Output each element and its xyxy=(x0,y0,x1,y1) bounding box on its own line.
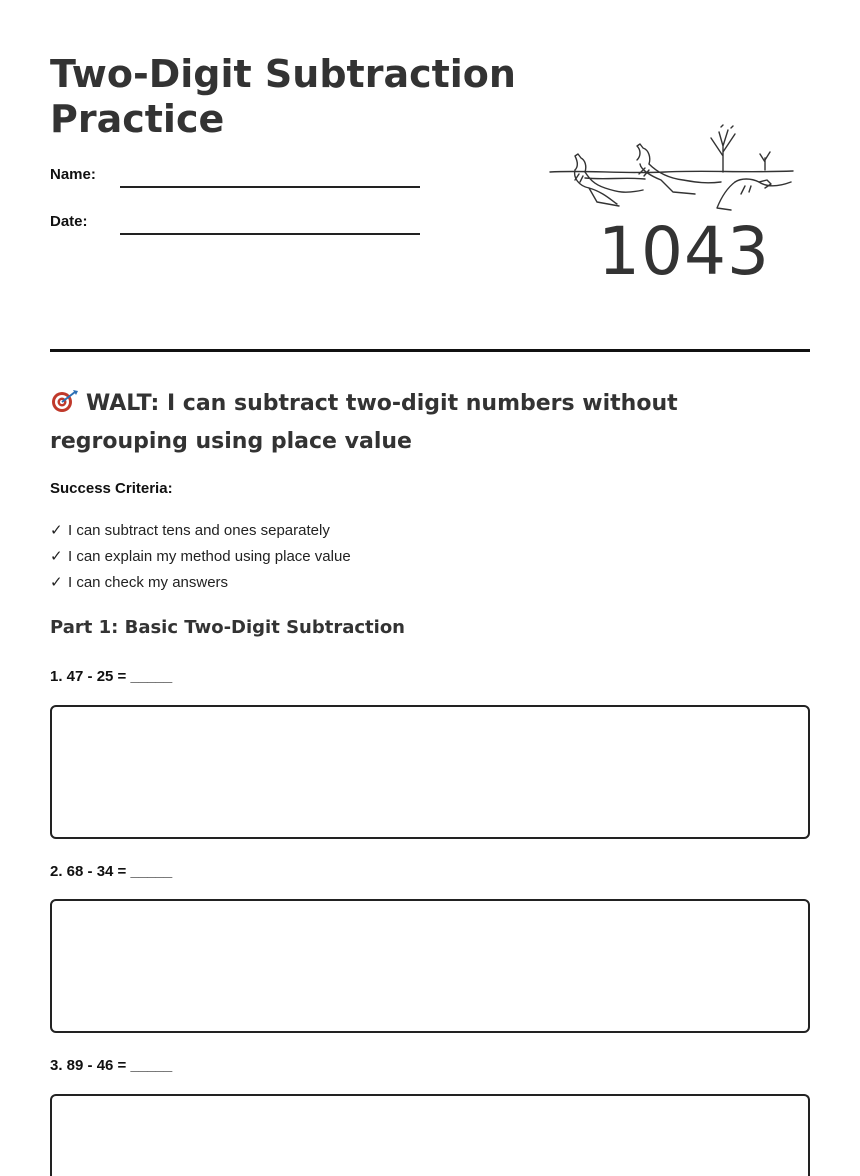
question-2: 2. 68 - 34 = _____ xyxy=(50,863,173,880)
list-item: ✓ I can subtract tens and ones separately xyxy=(50,518,351,544)
check-icon: ✓ xyxy=(50,574,63,591)
success-criteria-list xyxy=(50,518,351,596)
date-label: Date: xyxy=(50,213,88,230)
answer-box-3[interactable] xyxy=(50,1094,810,1176)
answer-box-2[interactable] xyxy=(50,899,810,1033)
name-field[interactable] xyxy=(120,186,420,188)
walt-text: WALT: I can subtract two-digit numbers without regrouping using place value xyxy=(50,391,678,454)
check-icon: ✓ xyxy=(50,522,63,539)
page-title: Two-Digit Subtraction Practice xyxy=(50,52,516,141)
kangaroos-landscape-icon xyxy=(545,122,800,217)
part-1-title: Part 1: Basic Two-Digit Subtraction xyxy=(50,617,405,638)
check-icon: ✓ xyxy=(50,548,63,565)
answer-box-1[interactable] xyxy=(50,705,810,839)
worksheet-number: 1043 xyxy=(598,213,770,290)
question-1: 1. 47 - 25 = _____ xyxy=(50,668,173,685)
name-label: Name: xyxy=(50,166,96,183)
success-criteria-heading: Success Criteria: xyxy=(50,480,173,497)
date-field[interactable] xyxy=(120,233,420,235)
walt-heading xyxy=(50,385,810,461)
list-item: ✓ I can explain my method using place value xyxy=(50,544,351,570)
divider xyxy=(50,349,810,352)
target-icon xyxy=(50,389,80,413)
question-3: 3. 89 - 46 = _____ xyxy=(50,1057,173,1074)
list-item: ✓ I can check my answers xyxy=(50,570,351,596)
